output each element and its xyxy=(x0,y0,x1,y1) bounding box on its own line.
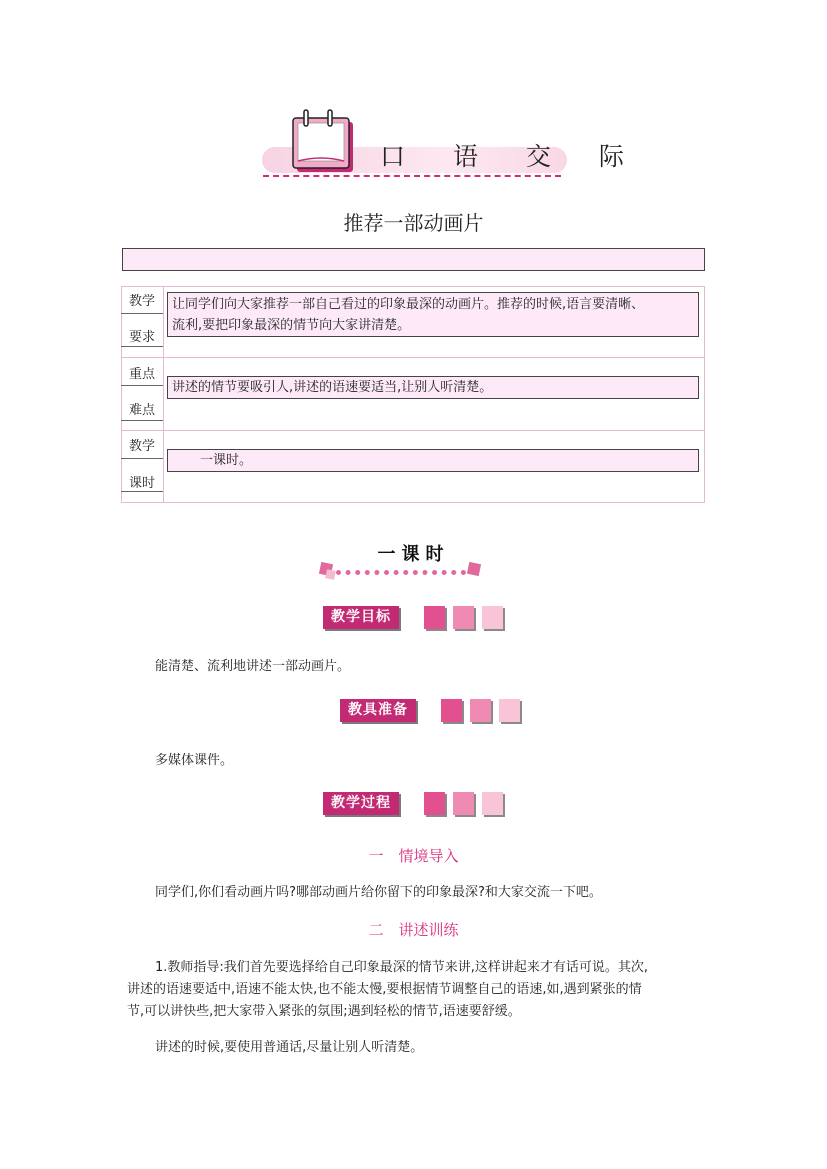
tag-deco-box xyxy=(441,699,462,722)
tag-teaching-goal xyxy=(323,606,503,631)
section-deco-dotted-line xyxy=(336,570,466,575)
section-deco-square-small xyxy=(325,569,336,580)
header-dashed-rule xyxy=(263,175,561,177)
row1-label-bottom: 要求 xyxy=(128,330,155,345)
tag-deco-box xyxy=(453,606,474,629)
tools-text: 多媒体课件。 xyxy=(155,753,234,768)
tag-deco-box xyxy=(482,606,503,629)
table-column-divider xyxy=(163,286,164,503)
row3-text-line1: 一课时。 xyxy=(200,453,253,468)
label-rule xyxy=(121,420,163,421)
step2-p1-line2: 讲述的语速要适中,语速不能太快,也不能太慢,要根据情节调整自己的语速,如,遇到紧张的情 xyxy=(127,982,642,997)
row2-label-top: 重点 xyxy=(128,367,155,382)
row3-content xyxy=(167,449,699,472)
row2-label-bottom: 难点 xyxy=(128,403,155,418)
step2-heading: 二 讲述训练 xyxy=(368,921,459,939)
label-rule xyxy=(121,385,163,386)
section-title: 一课时 xyxy=(377,544,450,565)
step1-text: 同学们,你们看动画片吗?哪部动画片给你留下的印象最深?和大家交流一下吧。 xyxy=(155,885,602,900)
row3-label-bottom: 课时 xyxy=(128,476,155,491)
tag-teaching-tools xyxy=(340,699,520,724)
goal-text: 能清楚、流利地讲述一部动画片。 xyxy=(155,659,351,674)
tag-deco-box xyxy=(470,699,491,722)
row2-content xyxy=(167,376,699,399)
tag-label: 教学过程 xyxy=(323,792,399,815)
row1-text-line1: 让同学们向大家推荐一部自己看过的印象最深的动画片。推荐的时候,语言要清晰、 xyxy=(172,297,645,312)
tag-label: 教学目标 xyxy=(323,606,399,629)
tag-deco-box xyxy=(424,606,445,629)
header-title: 口 语 交 际 xyxy=(380,142,644,171)
table-row-divider xyxy=(121,357,705,358)
step2-p2: 讲述的时候,要使用普通话,尽量让别人听清楚。 xyxy=(155,1040,424,1055)
tag-deco-box xyxy=(453,792,474,815)
lesson-title: 推荐一部动画片 xyxy=(343,211,484,235)
label-rule xyxy=(121,313,163,314)
tag-deco-box xyxy=(499,699,520,722)
step1-heading: 一 情境导入 xyxy=(368,847,459,865)
label-rule xyxy=(121,491,163,492)
label-rule xyxy=(121,458,163,459)
table-row-divider xyxy=(121,430,705,431)
label-rule xyxy=(121,346,163,347)
step2-p1-line3: 节,可以讲快些,把大家带入紧张的氛围;遇到轻松的情节,语速要舒缓。 xyxy=(127,1004,521,1019)
tag-label: 教具准备 xyxy=(340,699,416,722)
row2-text-line1: 讲述的情节要吸引人,讲述的语速要适当,让别人听清楚。 xyxy=(172,380,493,395)
tag-teaching-process xyxy=(323,792,503,817)
tag-deco-box xyxy=(424,792,445,815)
row1-content xyxy=(167,292,699,337)
top-highlight-bar xyxy=(122,248,705,271)
row1-label-top: 教学 xyxy=(128,294,155,309)
tag-deco-box xyxy=(482,792,503,815)
row3-label-top: 教学 xyxy=(128,439,155,454)
step2-p1-line1: 1.教师指导:我们首先要选择给自己印象最深的情节来讲,这样讲起来才有话可说。其次, xyxy=(155,960,649,975)
row1-text-line2: 流利,要把印象最深的情节向大家讲清楚。 xyxy=(172,318,411,333)
section-deco-square-right xyxy=(467,562,481,576)
calendar-icon xyxy=(287,108,359,174)
